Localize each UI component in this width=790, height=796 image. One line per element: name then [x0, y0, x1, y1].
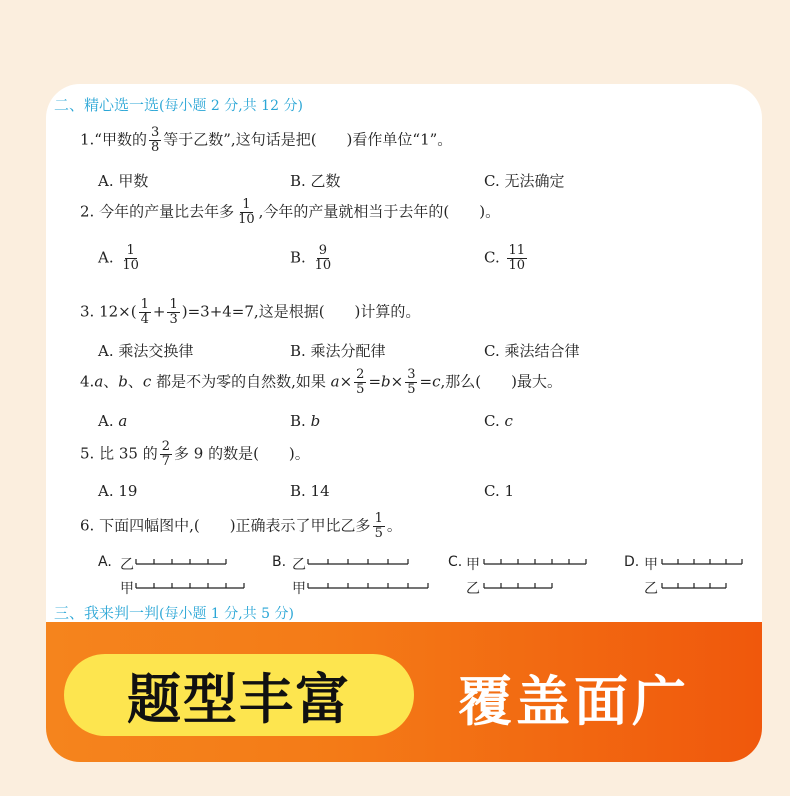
q6-option-b-label: B. [272, 554, 287, 570]
q4-option-a: A. a [98, 412, 128, 430]
q6-diagram-a [136, 556, 246, 596]
q2-option-c: C. $\frac{11}{10}$ [484, 243, 526, 273]
q5-option-c: C. 1 [484, 482, 515, 500]
q4-option-c: C. c [484, 412, 513, 430]
segment-label-yi: 乙 [644, 581, 658, 597]
q3-option-a: A. 乘法交换律 [98, 342, 194, 360]
q2-option-b: B. $\frac{9}{10}$ [290, 243, 332, 273]
question-4: 4.a、b、c 都是不为零的自然数,如果 a× $\frac{2}{5}$ =b× $\frac{3}{5}$ =c,那么( )最大。 [80, 367, 562, 397]
q3-option-b: B. 乘法分配律 [290, 342, 386, 360]
q1-option-c: C. 无法确定 [484, 172, 565, 190]
section-3-heading: 三、我来判一判(每小题 1 分,共 5 分) [54, 604, 295, 622]
q6-option-d-label: D. [624, 554, 640, 570]
q2-option-a: A. $\frac{1}{10}$ [98, 243, 139, 273]
q1-option-a: A. 甲数 [98, 172, 149, 190]
question-2: 2. 今年的产量比去年多 $\frac{1}{10}$ ,今年的产量就相当于去年的( )。 [80, 197, 501, 227]
feature-pill [64, 654, 414, 736]
question-1: 1.“甲数的 $\frac{3}{8}$ 等于乙数”,这句话是把( )看作单位“1”。 [80, 125, 453, 155]
q6-diagram-b [308, 556, 428, 596]
q1-option-b: B. 乙数 [290, 172, 341, 190]
question-5: 5. 比 35 的 $\frac{2}{7}$ 多 9 的数是( )。 [80, 439, 310, 469]
segment-label-jia: 甲 [466, 557, 480, 573]
question-3: 3. 12×( $\frac{1}{4}$ + $\frac{1}{3}$ )=3+4=7,这是根据( )计算的。 [80, 297, 421, 327]
segment-label-jia: 甲 [120, 581, 134, 597]
q6-diagram-c [484, 556, 594, 596]
segment-label-yi: 乙 [120, 557, 134, 573]
banner-slogan: 覆盖面广 [458, 669, 690, 733]
q3-option-c: C. 乘法结合律 [484, 342, 580, 360]
segment-label-yi: 乙 [292, 557, 306, 573]
segment-label-jia: 甲 [644, 557, 658, 573]
q6-option-a-label: A. [98, 554, 112, 570]
pill-text: 题型丰富 [127, 667, 351, 731]
fraction: $\frac{3}{8}$ [150, 125, 160, 155]
q5-option-b: B. 14 [290, 482, 330, 500]
segment-label-jia: 甲 [292, 581, 306, 597]
q6-option-c-label: C. [448, 554, 463, 570]
segment-label-yi: 乙 [466, 581, 480, 597]
section-2-heading: 二、精心选一选(每小题 2 分,共 12 分) [54, 96, 303, 114]
promo-banner [46, 622, 762, 762]
q5-option-a: A. 19 [98, 482, 138, 500]
q6-diagram-d [662, 556, 752, 596]
worksheet-card [46, 84, 762, 762]
q4-option-b: B. b [290, 412, 321, 430]
fraction: $\frac{1}{10}$ [238, 197, 255, 227]
question-6: 6. 下面四幅图中,( )正确表示了甲比乙多 $\frac{1}{5}$ 。 [80, 511, 402, 541]
